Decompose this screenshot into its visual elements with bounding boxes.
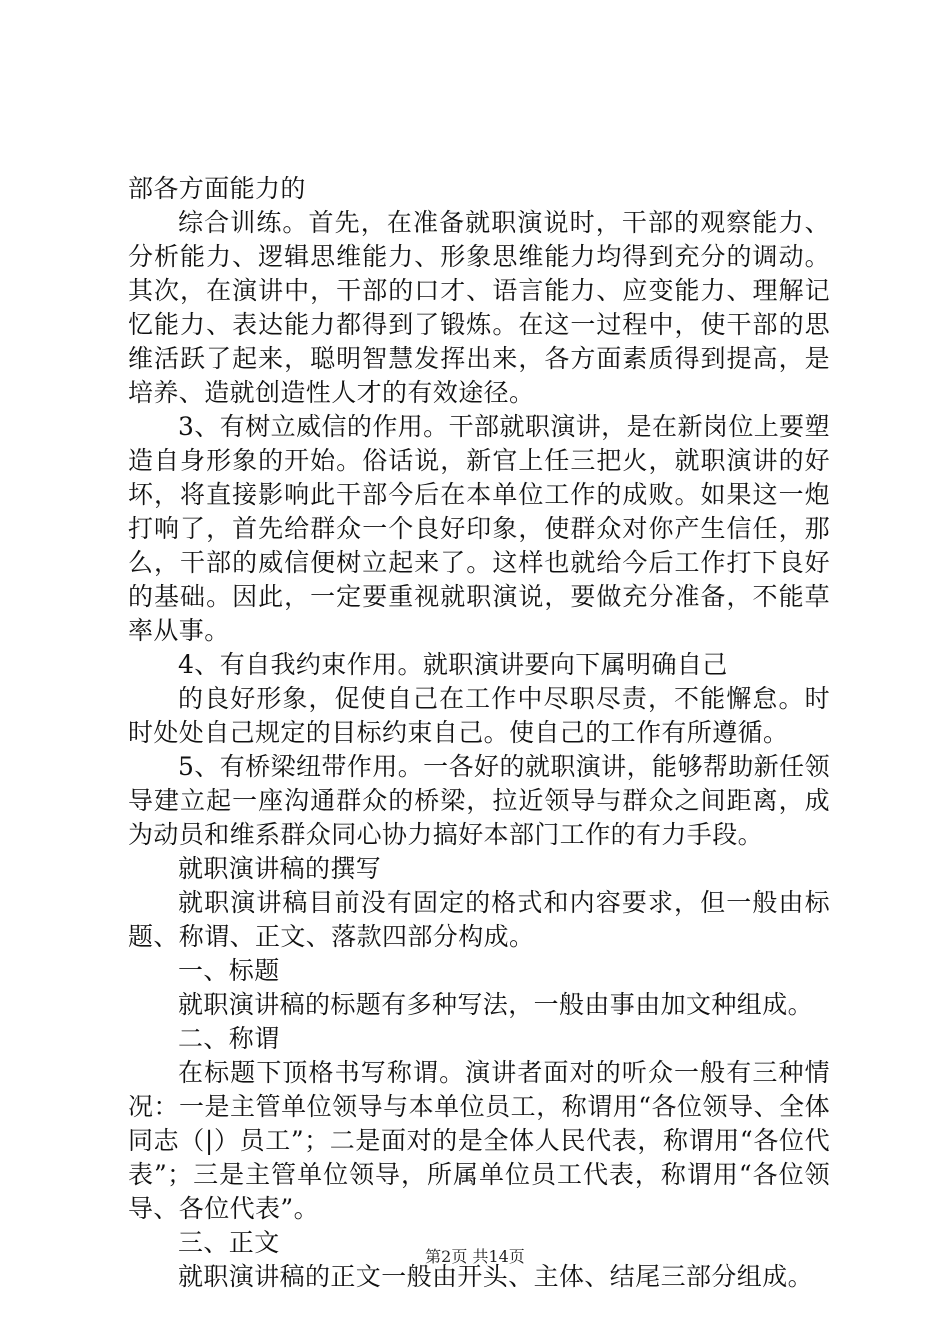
paragraph-1: 部各方面能力的: [128, 174, 306, 203]
section-heading-salutation: 二、称谓: [178, 1024, 280, 1053]
paragraph-3: 3、有树立威信的作用。干部就职演讲，是在新岗位上要塑造自身形象的开始。俗话说，新官上任三把火，就职演讲的好坏，将直接影响此干部今后在本单位工作的成败。如果这一炮打响了，首先给群众一个良好印象，使群众对你产生信任，那么，干部的威信便树立起来了。这样也就给今后工作打下良好的基础。因此，一定要重视就职演说，要做充分准备，不能草率从事。: [128, 412, 830, 645]
paragraph-2: 综合训练。首先，在准备就职演说时，干部的观察能力、分析能力、逻辑思维能力、形象思维能力均得到充分的调动。其次，在演讲中，干部的口才、语言能力、应变能力、理解记忆能力、表达能力都得到了锻炼。在这一过程中，使干部的思维活跃了起来，聪明智慧发挥出来，各方面素质得到提高，是培养、造就创造性人才的有效途径。: [128, 208, 830, 407]
section-heading-writing: 就职演讲稿的撰写: [178, 854, 382, 883]
paragraph-5: 的良好形象，促使自己在工作中尽职尽责，不能懈怠。时时处处自己规定的目标约束自己。使自己的工作有所遵循。: [128, 684, 830, 747]
paragraph-9: 在标题下顶格书写称谓。演讲者面对的听众一般有三种情况：一是主管单位领导与本单位员工，称谓用“各位领导、全体同志（|）员工”；二是面对的是全体人民代表，称谓用“各位代表”；三是主管单位领导，所属单位员工代表，称谓用“各位领导、各位代表”。: [128, 1058, 830, 1223]
section-heading-body: 三、正文: [178, 1228, 280, 1257]
section-heading-title: 一、标题: [178, 956, 280, 985]
paragraph-7: 就职演讲稿目前没有固定的格式和内容要求，但一般由标题、称谓、正文、落款四部分构成。: [128, 888, 830, 951]
paragraph-10: 就职演讲稿的正文一般由开头、主体、结尾三部分组成。: [178, 1262, 814, 1291]
paragraph-4: 4、有自我约束作用。就职演讲要向下属明确自己: [178, 650, 728, 679]
paragraph-6: 5、有桥梁纽带作用。一各好的就职演讲，能够帮助新任领导建立起一座沟通群众的桥梁，拉近领导与群众之间距离，成为动员和维系群众同心协力搞好本部门工作的有力手段。: [128, 752, 830, 849]
paragraph-8: 就职演讲稿的标题有多种写法，一般由事由加文种组成。: [178, 990, 814, 1019]
document-body: [128, 172, 830, 1294]
page-number-footer: 第2页 共14页: [425, 1247, 525, 1266]
